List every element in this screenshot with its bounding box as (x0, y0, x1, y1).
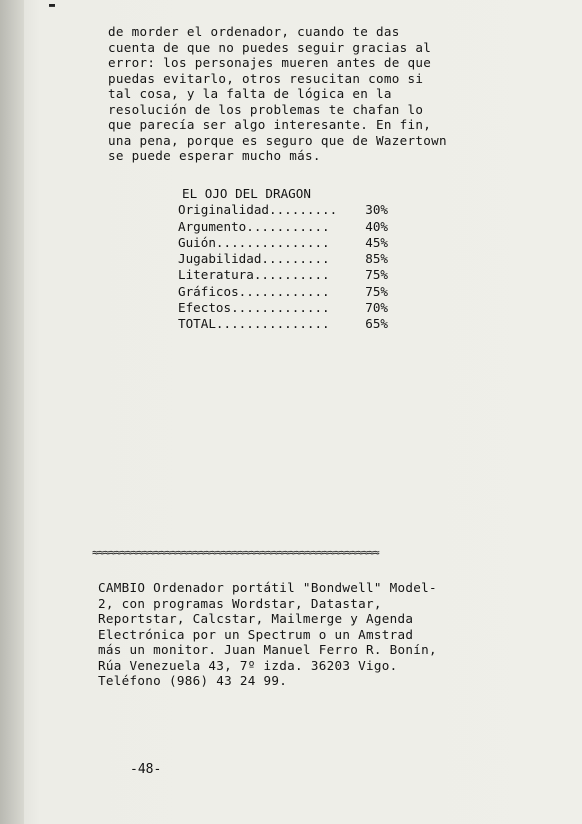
rating-title: EL OJO DEL DRAGON (182, 186, 311, 201)
rating-value: 65% (365, 316, 388, 332)
paragraph-line: resolución de los problemas te chafan lo (108, 101, 424, 117)
review-paragraph (108, 24, 522, 164)
classified-line: Rúa Venezuela 43, 7º izda. 36203 Vigo. (98, 657, 398, 673)
rating-value: 70% (365, 300, 388, 316)
classified-line: Electrónica por un Spectrum o un Amstrad (98, 626, 414, 642)
classified-line: 2, con programas Wordstar, Datastar, (98, 595, 382, 611)
paragraph-line: error: los personajes mueren antes de que (108, 55, 432, 70)
classified-line: CAMBIO Ordenador portátil "Bondwell" Model- (98, 580, 437, 595)
classified-ad (98, 580, 522, 689)
rating-value: 45% (365, 234, 388, 250)
paragraph-line: que parecía ser algo interesante. En fin, (108, 117, 432, 132)
rating-row (178, 300, 388, 316)
rating-label: Efectos............. (178, 300, 330, 316)
rating-label: Guión............... (178, 234, 330, 250)
rating-label: TOTAL............... (178, 316, 330, 332)
rating-value: 40% (365, 218, 388, 234)
page-number: -48- (130, 762, 162, 777)
rating-value: 75% (365, 283, 388, 299)
paragraph-line: de morder el ordenador, cuando te das (108, 24, 400, 39)
rating-value: 30% (365, 202, 388, 218)
paragraph-line: tal cosa, y la falta de lógica en la (108, 86, 392, 101)
rating-label: Jugabilidad......... (178, 251, 330, 267)
rating-row (178, 251, 388, 267)
paragraph-line: puedas evitarlo, otros resucitan como si (108, 70, 424, 86)
classified-line: Teléfono (986) 43 24 99. (98, 673, 288, 688)
rating-value: 75% (365, 267, 388, 283)
paragraph-line: se puede esperar mucho más. (108, 148, 321, 163)
rating-row (178, 267, 388, 283)
rating-label: Gráficos............ (178, 283, 330, 299)
wave-divider: ≈≈≈≈≈≈≈≈≈≈≈≈≈≈≈≈≈≈≈≈≈≈≈≈≈≈≈≈≈≈≈≈≈≈≈≈≈≈≈≈≈≈≈≈≈≈≈≈≈≈≈ (92, 546, 379, 559)
rating-value: 85% (365, 251, 388, 267)
rating-label: Literatura.......... (178, 267, 330, 283)
binding-shadow (0, 0, 24, 824)
rating-row (178, 235, 388, 251)
rating-label: Originalidad......... (178, 202, 338, 218)
classified-line: Reportstar, Calcstar, Mailmerge y Agenda (98, 611, 414, 626)
corner-mark: ▬ (49, 0, 56, 11)
rating-row (178, 284, 388, 300)
rating-label: Argumento........... (178, 218, 330, 234)
rating-row (178, 219, 388, 235)
paragraph-line: una pena, porque es seguro que de Wazertown (108, 132, 447, 148)
paragraph-line: cuenta de que no puedes seguir gracias al (108, 39, 432, 55)
rating-box (178, 186, 388, 333)
rating-row (178, 316, 388, 332)
rating-row (178, 202, 388, 218)
classified-line: más un monitor. Juan Manuel Ferro R. Bonín, (98, 642, 437, 657)
